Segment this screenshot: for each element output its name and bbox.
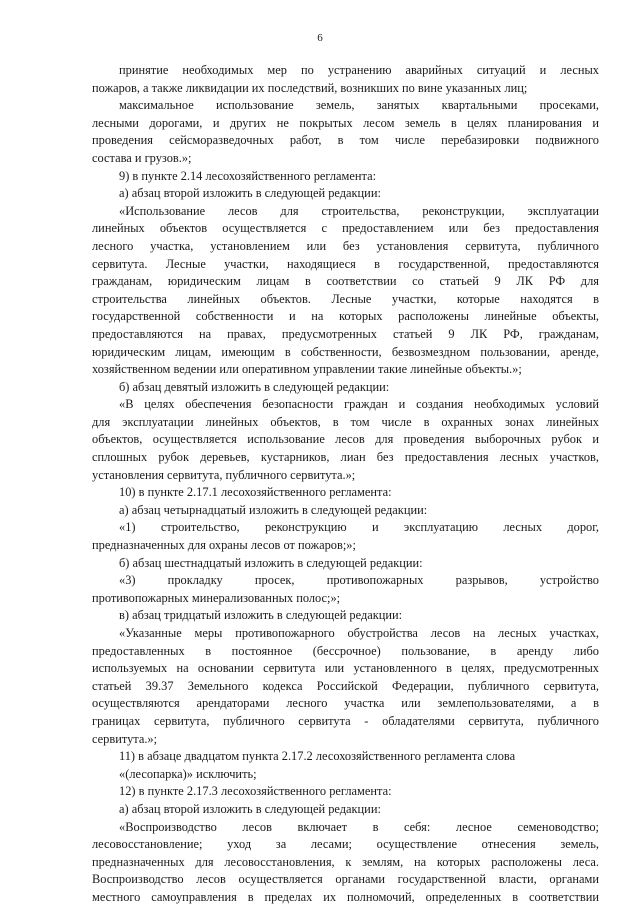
text-line: «1) строительство, реконструкцию и эксплуатацию лесных дорог,	[119, 520, 599, 535]
text-line: юридическим лицам, имеющим в собственности, безвозмездном пользовании, аренде,	[92, 344, 599, 359]
text-line: а) абзац четырнадцатый изложить в следующей редакции:	[119, 502, 428, 517]
text-line: осуществляются арендаторами лесного участка или землепользователями, а в	[92, 696, 599, 711]
text-line: предназначенных для охраны лесов от пожаров;»;	[92, 538, 356, 553]
text-line: Воспроизводство лесов осуществляется органами государственной власти, органами	[92, 872, 599, 887]
text-line: сплошных рубок деревьев, кустарников, лиан без предоставления лесных участков,	[92, 450, 599, 465]
text-line: проведения сейсморазведочных работ, в том числе перебазировки подвижного	[92, 133, 599, 148]
text-line: «Указанные меры противопожарного обустройства лесов на лесных участках,	[119, 626, 599, 640]
text-line: противопожарных минерализованных полос;»;	[92, 590, 341, 605]
text-line: 11) в абзаце двадцатом пункта 2.17.2 лесохозяйственного регламента слова	[119, 749, 516, 764]
text-line: линейных объектов осуществляется с предоставлением или без предоставления	[92, 221, 599, 236]
text-line: лесными дорогами, и других не покрытых лесом земель в целях планирования и	[92, 115, 599, 130]
text-line: пожаров, а также ликвидации их последствий, возникших по вине указанных лиц;	[92, 80, 528, 95]
text-line: объектов, осуществляется использование лесов для проведения выборочных рубок и	[92, 432, 599, 447]
text-line: б) абзац девятый изложить в следующей редакции:	[119, 379, 390, 394]
text-line: гражданам, юридическим лицам в соответствии со статьей 9 ЛК РФ для	[92, 274, 599, 289]
text-line: «В целях обеспечения безопасности граждан и создания необходимых условий	[119, 397, 599, 412]
text-line: предназначенных для лесовосстановления, к землям, на которых расположены леса.	[92, 854, 599, 869]
text-line: используемых на основании сервитута или установленного в целях, предусмотренных	[92, 661, 599, 676]
text-line: максимальное использование земель, занятых квартальными просеками,	[119, 98, 599, 113]
text-line: «3) прокладку просек, противопожарных разрывов, устройство	[119, 573, 599, 588]
text-line: для эксплуатации линейных объектов, в том числе в охранных зонах линейных	[92, 414, 599, 429]
text-line: а) абзац второй изложить в следующей редакции:	[119, 186, 381, 201]
text-line: границах сервитута, публичного сервитута - обладателями сервитута, публичного	[92, 713, 599, 728]
page-number: 6	[317, 32, 323, 44]
text-line: лесного участка, установлением или без установления сервитута, публичного	[92, 238, 599, 253]
text-line: статьей 39.37 Земельного кодекса Российской Федерации, публичного сервитута,	[92, 678, 599, 693]
text-line: 9) в пункте 2.14 лесохозяйственного регламента:	[119, 168, 377, 183]
text-line: «Использование лесов для строительства, реконструкции, эксплуатации	[119, 203, 599, 218]
text-line: местного самоуправления в пределах их полномочий, определенных в соответствии	[92, 889, 599, 904]
text-line: предоставляются на правах, предусмотренных статьей 9 ЛК РФ, гражданам,	[92, 326, 599, 341]
text-line: сервитута. Лесные участки, находящиеся в государственной, предоставляются	[92, 256, 599, 271]
text-line: государственной собственности и на которых расположены линейные объекты,	[92, 309, 599, 324]
text-line: б) абзац шестнадцатый изложить в следующей редакции:	[119, 555, 423, 570]
text-line: «Воспроизводство лесов включает в себя: лесное семеноводство;	[119, 819, 599, 834]
text-line: принятие необходимых мер по устранению аварийных ситуаций и лесных	[119, 63, 599, 77]
document-body	[92, 62, 599, 907]
text-line: 12) в пункте 2.17.3 лесохозяйственного регламента:	[119, 784, 392, 799]
text-line: хозяйственном ведении или оперативном управлении такие линейные объекты.»;	[92, 362, 522, 377]
text-line: а) абзац второй изложить в следующей редакции:	[119, 801, 381, 816]
text-line: состава и грузов.»;	[92, 150, 192, 165]
text-line: сервитута.»;	[92, 731, 158, 746]
text-line: строительства линейных объектов. Лесные участки, которые находятся в	[92, 291, 599, 306]
text-line: предоставленных в постоянное (бессрочное) пользование, в аренду либо	[92, 643, 599, 658]
text-line: в) абзац тридцатый изложить в следующей редакции:	[119, 608, 403, 623]
text-line: 10) в пункте 2.17.1 лесохозяйственного регламента:	[119, 485, 392, 500]
text-line: «(лесопарка)» исключить;	[119, 766, 257, 781]
text-line: лесовосстановление; уход за лесами; осуществление отнесения земель,	[92, 837, 599, 852]
text-line: установления сервитута, публичного сервитута.»;	[92, 467, 356, 482]
